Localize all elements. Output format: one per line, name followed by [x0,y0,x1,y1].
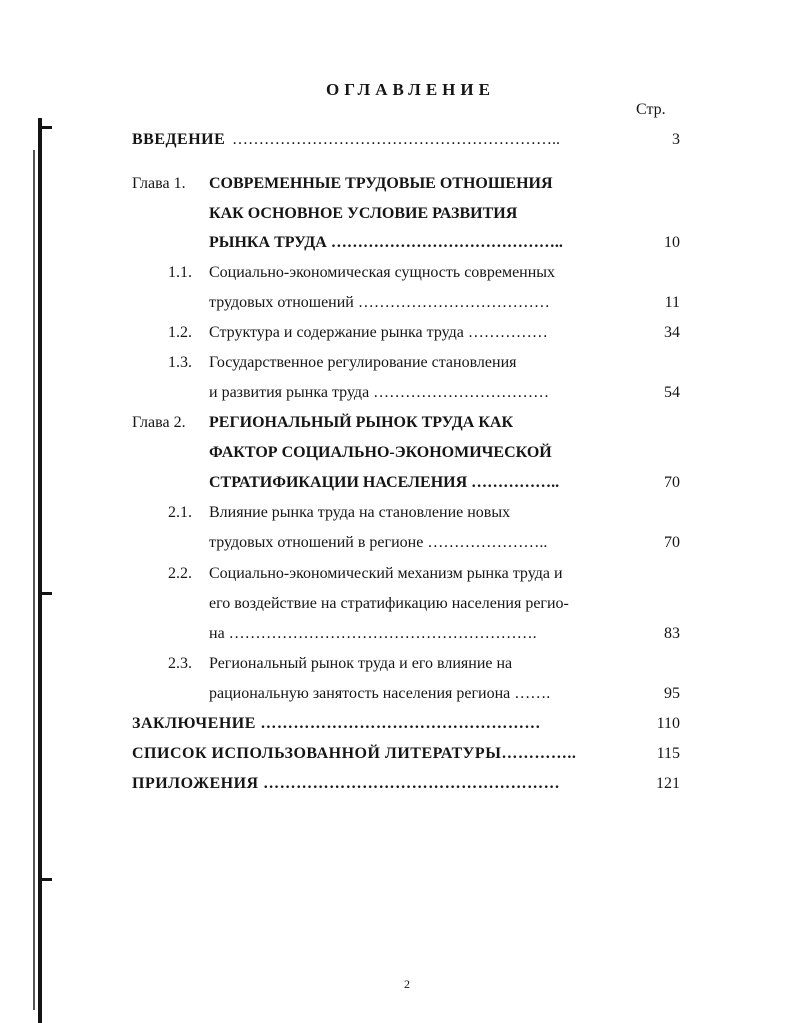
toc-page-number: 110 [656,715,680,732]
section-title-line: Влияние рынка труда на становление новых [209,504,511,521]
toc-page-number: 115 [656,745,680,762]
toc-section-2-3-cont [0,682,791,706]
toc-chapter-2 [0,411,791,435]
toc-page-number: 83 [664,625,680,642]
section-number: 1.1. [168,264,192,281]
toc-entry-introduction [0,128,791,152]
toc-entry-text: ВВЕДЕНИЕ [132,131,226,148]
section-title-line: Структура и содержание рынка труда …………… [209,324,548,341]
section-title-line: рациональную занятость населения региона ……. [209,685,551,702]
toc-chapter-2-cont [0,441,791,465]
toc-section-1-2 [0,321,791,345]
section-title-line: на …………………………………………………. [209,625,537,642]
toc-section-1-1 [0,261,791,285]
section-title-line: Социально-экономическая сущность современных [209,264,556,281]
toc-title: ОГЛАВЛЕНИЕ [326,80,495,99]
toc-entry-conclusion [0,712,791,736]
section-title-line: трудовых отношений ……………………………… [209,294,550,311]
toc-page-number: 3 [672,131,680,148]
section-title-line: трудовых отношений в регионе ………………….. [209,534,548,551]
section-title-line: Социально-экономический механизм рынка труда и [209,565,563,582]
toc-section-2-2-end [0,622,791,646]
chapter-title-line: КАК ОСНОВНОЕ УСЛОВИЕ РАЗВИТИЯ [209,205,518,222]
toc-section-1-3 [0,351,791,375]
chapter-label: Глава 2. [132,414,186,431]
toc-page-number: 95 [664,685,680,702]
toc-section-1-1-cont [0,291,791,315]
section-number: 2.1. [168,504,192,521]
section-number: 1.2. [168,324,192,341]
toc-section-2-3 [0,652,791,676]
chapter-title-line: РЕГИОНАЛЬНЫЙ РЫНОК ТРУДА КАК [209,414,514,431]
toc-page-number: 70 [664,534,680,551]
toc-entry-text: ПРИЛОЖЕНИЯ ……………………………………………… [132,775,561,792]
toc-entry-bibliography [0,742,791,766]
chapter-title-line: РЫНКА ТРУДА …………………………………….. [209,234,563,251]
section-title-line: Государственное регулирование становления [209,354,517,371]
toc-section-2-2 [0,562,791,586]
chapter-title-line: ФАКТОР СОЦИАЛЬНО-ЭКОНОМИЧЕСКОЙ [209,444,552,461]
section-number: 2.2. [168,565,192,582]
toc-entry-appendix [0,772,791,796]
toc-page-number: 70 [664,474,680,491]
chapter-title-line: СТРАТИФИКАЦИИ НАСЕЛЕНИЯ …………….. [209,474,560,491]
toc-page-number: 11 [664,294,680,311]
toc-page-number: 34 [664,324,680,341]
toc-section-2-1 [0,501,791,525]
section-title-line: его воздействие на стратификацию населения регио- [209,595,569,612]
toc-entry-text: ЗАКЛЮЧЕНИЕ …………………………………………… [132,715,541,732]
chapter-label: Глава 1. [132,175,186,192]
toc-chapter-2-end [0,471,791,495]
binding-mark [40,878,52,881]
page-number: 2 [404,977,410,991]
toc-section-2-1-cont [0,531,791,555]
toc-chapter-1 [0,172,791,196]
section-number: 2.3. [168,655,192,672]
section-number: 1.3. [168,354,192,371]
toc-page-number: 10 [664,234,680,251]
toc-page-number: 54 [664,384,680,401]
section-title-line: и развития рынка труда …………………………… [209,384,550,401]
toc-leader-dots: …………………………………………………….. [232,131,560,148]
toc-entry-text: СПИСОК ИСПОЛЬЗОВАННОЙ ЛИТЕРАТУРЫ………….. [132,745,577,762]
toc-chapter-1-end [0,231,791,255]
section-title-line: Региональный рынок труда и его влияние на [209,655,513,672]
toc-chapter-1-cont [0,202,791,226]
toc-page-number: 121 [656,775,680,792]
toc-section-1-3-cont [0,381,791,405]
chapter-title-line: СОВРЕМЕННЫЕ ТРУДОВЫЕ ОТНОШЕНИЯ [209,175,553,192]
page-column-label: Стр. [636,101,666,118]
toc-section-2-2-cont [0,592,791,616]
